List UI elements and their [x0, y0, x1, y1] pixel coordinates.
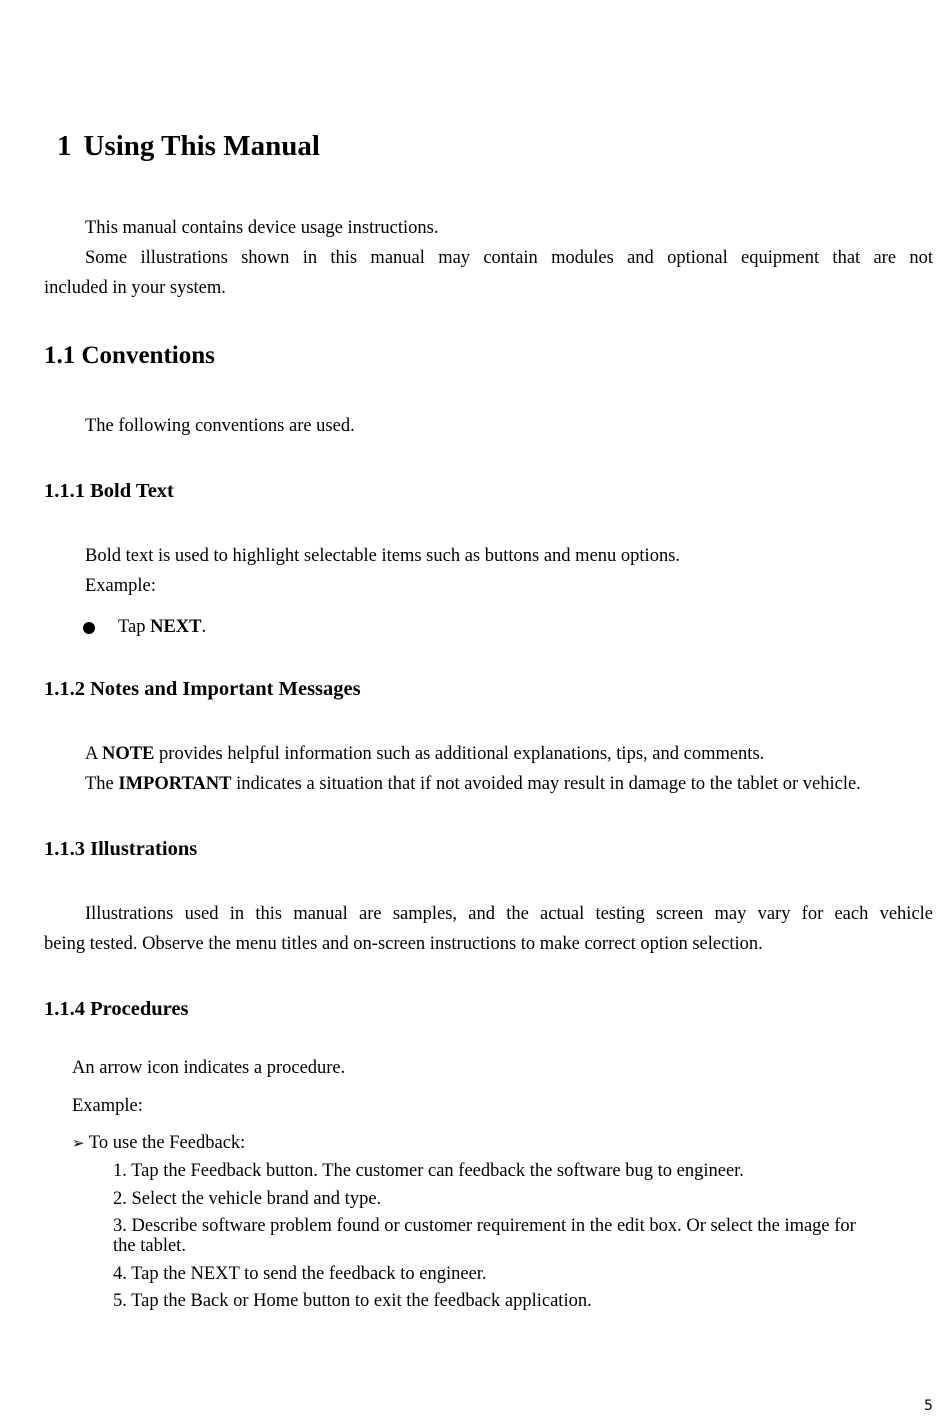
important-bold: IMPORTANT	[118, 774, 232, 794]
bullet-text-bold: NEXT	[150, 617, 202, 637]
procedure-step-3-cont: the tablet.	[113, 1236, 186, 1256]
procedure-title-text: To use the Feedback:	[88, 1133, 246, 1153]
chapter-title: Using This Manual	[83, 130, 320, 162]
note-post: provides helpful information such as additional explanations, tips, and comments.	[154, 744, 765, 764]
important-line	[85, 774, 861, 795]
subsection-heading-procedures: 1.1.4 Procedures	[44, 998, 189, 1020]
section-heading-conventions: 1.1 Conventions	[44, 342, 215, 369]
bullet-text-post: .	[201, 617, 207, 637]
procedures-text: An arrow icon indicates a procedure.	[72, 1058, 346, 1078]
subsection-heading-bold-text: 1.1.1 Bold Text	[44, 480, 174, 502]
note-bold: NOTE	[101, 744, 155, 764]
chapter-heading	[57, 130, 320, 163]
illustrations-line-2: being tested. Observe the menu titles and on-screen instructions to make correct option selection.	[44, 934, 763, 954]
procedure-step-3: 3. Describe software problem found or customer requirement in the edit box. Or select the image for	[113, 1216, 856, 1236]
important-post: indicates a situation that if not avoided may result in damage to the tablet or vehicle.	[231, 774, 861, 794]
procedure-step-2: 2. Select the vehicle brand and type.	[113, 1189, 382, 1209]
subsection-heading-notes: 1.1.2 Notes and Important Messages	[44, 678, 361, 700]
bullet-item	[118, 617, 206, 638]
bold-text-example-label: Example:	[85, 576, 156, 596]
procedure-step-1: 1. Tap the Feedback button. The customer can feedback the software bug to engineer.	[113, 1161, 744, 1181]
procedures-example-label: Example:	[72, 1096, 143, 1116]
subsection-heading-illustrations: 1.1.3 Illustrations	[44, 838, 198, 860]
chapter-number: 1	[57, 130, 72, 162]
illustrations-line-1: Illustrations used in this manual are samples, and the actual testing screen may vary for each vehicle	[85, 904, 933, 924]
bold-text-description: Bold text is used to highlight selectable items such as buttons and menu options.	[85, 546, 681, 566]
important-pre: The	[85, 774, 119, 794]
intro-line-2a: Some illustrations shown in this manual may contain modules and optional equipment that are not	[85, 248, 933, 268]
intro-line-1: This manual contains device usage instructions.	[85, 218, 439, 238]
conventions-text: The following conventions are used.	[85, 416, 355, 436]
procedure-step-5: 5. Tap the Back or Home button to exit the feedback application.	[113, 1291, 592, 1311]
note-pre: A	[85, 744, 102, 764]
bullet-text-pre: Tap	[118, 617, 151, 637]
intro-line-2b: included in your system.	[44, 278, 226, 298]
note-line	[85, 744, 764, 765]
bullet-dot-icon	[83, 622, 95, 634]
arrow-bullet-icon: ➢	[72, 1134, 85, 1152]
procedure-step-4: 4. Tap the NEXT to send the feedback to engineer.	[113, 1264, 487, 1284]
page-number: 5	[924, 1398, 933, 1414]
procedure-title	[72, 1133, 245, 1154]
